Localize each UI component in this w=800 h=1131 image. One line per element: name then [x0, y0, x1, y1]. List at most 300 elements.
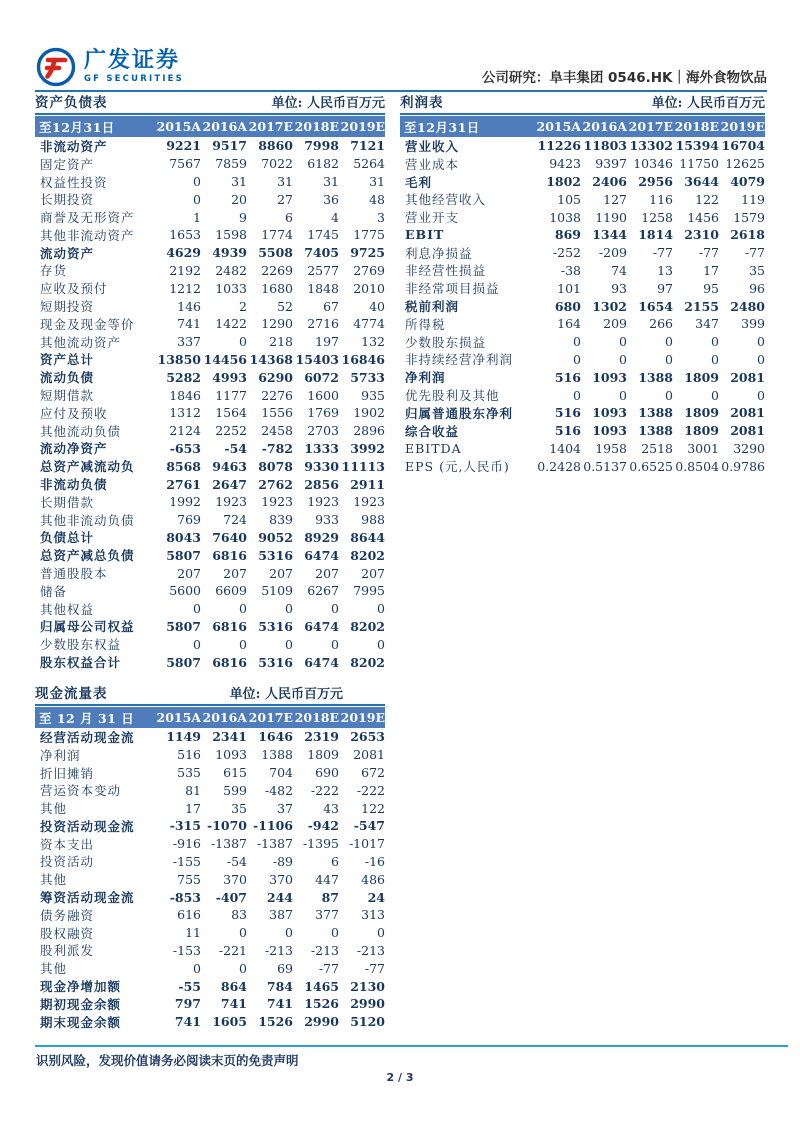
- col-2017e: 2017E: [248, 119, 293, 134]
- cell-value: 869: [554, 227, 581, 243]
- cell-value: 4629: [166, 245, 201, 261]
- cell-value: 4: [331, 209, 339, 225]
- table-row: [35, 835, 385, 853]
- cell-value: 1290: [261, 316, 293, 332]
- cell-value: 2896: [353, 423, 385, 439]
- footer-divider: [35, 1045, 788, 1047]
- page-number: 2 / 3: [386, 1071, 414, 1084]
- cash-flow-table: [35, 688, 385, 1031]
- col-2015a: 2015A: [156, 710, 201, 725]
- cell-value: 2155: [684, 298, 719, 314]
- cell-value: 1809: [684, 423, 719, 439]
- row-label: 固定资产: [40, 156, 95, 172]
- cell-value: 1809: [684, 369, 719, 385]
- row-label: 其他: [40, 801, 68, 817]
- cell-value: 1526: [304, 996, 339, 1012]
- row-label: 非持续经营净利润: [405, 352, 514, 368]
- table-row: [400, 262, 765, 280]
- cell-value: 81: [185, 782, 201, 798]
- cell-value: 1258: [641, 209, 673, 225]
- cell-value: 0: [239, 925, 247, 941]
- cell-value: 797: [174, 996, 201, 1012]
- table-row: [35, 440, 385, 458]
- cell-value: 2319: [304, 729, 339, 745]
- cell-value: 0: [239, 334, 247, 350]
- cell-value: 1923: [307, 494, 339, 510]
- income-statement-title-row: [400, 97, 765, 115]
- table-row: [35, 870, 385, 888]
- cell-value: 6: [285, 209, 293, 225]
- cell-value: 0.9786: [721, 458, 765, 474]
- cell-value: 207: [223, 565, 247, 581]
- cell-value: 1388: [638, 423, 673, 439]
- table-row: [400, 137, 765, 155]
- cell-value: -38: [560, 262, 581, 278]
- cell-value: 2703: [307, 423, 339, 439]
- cell-value: 8644: [350, 529, 385, 545]
- cell-value: -1387: [256, 836, 293, 852]
- cell-value: 784: [266, 978, 293, 994]
- row-label: 其他权益: [40, 601, 95, 617]
- table-row: [35, 529, 385, 547]
- cell-value: 31: [231, 173, 247, 189]
- cell-value: 16704: [721, 138, 765, 154]
- cell-value: 31: [369, 173, 385, 189]
- cell-value: 2458: [261, 423, 293, 439]
- cell-value: 31: [323, 173, 339, 189]
- cell-value: -482: [264, 782, 293, 798]
- cell-value: 0: [757, 334, 765, 350]
- row-label: EBITDA: [405, 440, 462, 456]
- row-label: 少数股东损益: [405, 334, 487, 350]
- cell-value: -222: [310, 782, 339, 798]
- row-label: 应付及预收: [40, 405, 108, 421]
- cell-value: 0: [285, 601, 293, 617]
- cell-value: 313: [361, 907, 385, 923]
- table-row: [400, 315, 765, 333]
- cell-value: 132: [361, 334, 385, 350]
- col-2016a: 2016A: [202, 119, 247, 134]
- cell-value: -54: [224, 440, 247, 456]
- cell-value: 1344: [592, 227, 627, 243]
- cell-value: 101: [557, 280, 581, 296]
- table-row: [35, 635, 385, 653]
- cell-value: 14368: [249, 351, 293, 367]
- cell-value: 6182: [307, 156, 339, 172]
- cell-value: -77: [698, 245, 719, 261]
- cell-value: 2341: [212, 729, 247, 745]
- table-row: [400, 279, 765, 297]
- cell-value: 15403: [295, 351, 339, 367]
- cell-value: 1422: [215, 316, 247, 332]
- cell-value: 516: [554, 405, 581, 421]
- cell-value: 69: [277, 960, 293, 976]
- cell-value: 2769: [353, 262, 385, 278]
- cell-value: 43: [323, 800, 339, 816]
- cell-value: 209: [603, 316, 627, 332]
- cell-value: 31: [277, 173, 293, 189]
- cell-value: 3992: [350, 440, 385, 456]
- cell-value: 0: [665, 334, 673, 350]
- cell-value: 35: [749, 262, 765, 278]
- cell-value: 1654: [638, 298, 673, 314]
- table-row: [35, 208, 385, 226]
- row-label: 其他: [40, 961, 68, 977]
- row-label: 其他流动资产: [40, 334, 122, 350]
- table-row: [35, 906, 385, 924]
- cell-value: 8078: [258, 458, 293, 474]
- row-label: 权益性投资: [40, 174, 108, 190]
- cell-value: 680: [554, 298, 581, 314]
- cell-value: 9: [239, 209, 247, 225]
- cell-value: 0.2428: [537, 458, 581, 474]
- cell-value: 1809: [684, 405, 719, 421]
- cell-value: 0: [239, 960, 247, 976]
- cell-value: 8202: [350, 654, 385, 670]
- cell-value: 755: [177, 871, 201, 887]
- table-row: [35, 457, 385, 475]
- cell-value: 8043: [166, 529, 201, 545]
- cell-value: 7998: [304, 138, 339, 154]
- row-label: 经营活动现金流: [40, 729, 135, 745]
- cell-value: 370: [223, 871, 247, 887]
- table-row: [400, 244, 765, 262]
- cell-value: 2406: [592, 173, 627, 189]
- cell-value: 864: [220, 978, 247, 994]
- cell-value: 8929: [304, 529, 339, 545]
- cell-value: 12625: [725, 156, 765, 172]
- cell-value: 13850: [157, 351, 201, 367]
- col-2019e: 2019E: [340, 710, 385, 725]
- cell-value: -1395: [302, 836, 339, 852]
- col-2018e: 2018E: [294, 710, 339, 725]
- row-label: 短期借款: [40, 388, 95, 404]
- col-2018e: 2018E: [674, 119, 719, 134]
- cell-value: 2310: [684, 227, 719, 243]
- cell-value: 7640: [212, 529, 247, 545]
- cell-value: 9397: [595, 156, 627, 172]
- cell-value: 1177: [215, 387, 247, 403]
- cell-value: 1958: [595, 440, 627, 456]
- table-row: [400, 386, 765, 404]
- cell-value: 399: [741, 316, 765, 332]
- row-label: 总资产减总负债: [40, 548, 135, 564]
- table-row: [35, 924, 385, 942]
- cell-value: -153: [172, 942, 201, 958]
- row-label: 长期投资: [40, 192, 95, 208]
- cell-value: 2856: [304, 476, 339, 492]
- cell-value: 5120: [350, 1014, 385, 1030]
- table-row: [35, 368, 385, 386]
- cell-value: 9221: [166, 138, 201, 154]
- row-label: 其他经营收入: [405, 192, 487, 208]
- cell-value: 1774: [261, 227, 293, 243]
- cell-value: 0: [331, 636, 339, 652]
- balance-sheet-title: 资产负债表: [35, 95, 108, 111]
- cell-value: -782: [261, 440, 293, 456]
- table-row: [35, 853, 385, 871]
- cell-value: 1404: [549, 440, 581, 456]
- table-row: [35, 351, 385, 369]
- date-header: 至12月31日: [39, 119, 115, 135]
- cell-value: 599: [223, 782, 247, 798]
- row-label: 利息净损益: [405, 245, 473, 261]
- cell-value: 14456: [203, 351, 247, 367]
- cell-value: 2252: [215, 423, 247, 439]
- cell-value: 52: [277, 298, 293, 314]
- cell-value: 207: [269, 565, 293, 581]
- cell-value: 0: [377, 636, 385, 652]
- cell-value: 2618: [730, 227, 765, 243]
- cell-value: 704: [269, 764, 293, 780]
- table-row: [400, 422, 765, 440]
- cell-value: 6816: [212, 618, 247, 634]
- cell-value: 486: [361, 871, 385, 887]
- cell-value: 2653: [350, 729, 385, 745]
- cell-value: 116: [649, 191, 673, 207]
- cell-value: 1579: [733, 209, 765, 225]
- cell-value: 935: [361, 387, 385, 403]
- cell-value: 337: [177, 334, 201, 350]
- cell-value: -547: [353, 818, 385, 834]
- cell-value: -1070: [207, 818, 247, 834]
- row-label: 股东权益合计: [40, 655, 122, 671]
- table-row: [35, 333, 385, 351]
- cell-value: 4079: [730, 173, 765, 189]
- cell-value: 36: [323, 191, 339, 207]
- row-label: 长期借款: [40, 494, 95, 510]
- cell-value: 2010: [353, 280, 385, 296]
- row-label: 现金净增加额: [40, 979, 122, 995]
- table-row: [35, 746, 385, 764]
- income-statement-body: [400, 137, 765, 475]
- cell-value: 207: [177, 565, 201, 581]
- table-row: [35, 1013, 385, 1031]
- cell-value: 11226: [537, 138, 581, 154]
- cell-value: 1809: [307, 747, 339, 763]
- row-label: 总资产减流动负: [40, 459, 135, 475]
- income-statement-title: 利润表: [400, 95, 444, 111]
- cell-value: 122: [695, 191, 719, 207]
- cell-value: 988: [361, 512, 385, 528]
- cell-value: 6474: [304, 654, 339, 670]
- cell-value: 6267: [307, 583, 339, 599]
- cell-value: 1212: [169, 280, 201, 296]
- cell-value: -155: [172, 853, 201, 869]
- cell-value: 1556: [261, 405, 293, 421]
- row-label: 净利润: [405, 370, 446, 386]
- cell-value: 1388: [638, 405, 673, 421]
- table-row: [35, 297, 385, 315]
- cell-value: -1387: [210, 836, 247, 852]
- cell-value: 1093: [215, 747, 247, 763]
- cell-value: 1653: [169, 227, 201, 243]
- cell-value: 0: [377, 925, 385, 941]
- cell-value: 3001: [687, 440, 719, 456]
- cell-value: -407: [215, 889, 247, 905]
- cell-value: 1456: [687, 209, 719, 225]
- cell-value: 447: [315, 871, 339, 887]
- cell-value: 27: [277, 191, 293, 207]
- row-label: 流动净资产: [40, 441, 108, 457]
- cell-value: 1093: [592, 405, 627, 421]
- cell-value: -16: [364, 853, 385, 869]
- row-label: 非流动资产: [40, 138, 108, 154]
- cell-value: 6: [331, 853, 339, 869]
- cell-value: 0: [331, 925, 339, 941]
- page-header: [35, 44, 767, 92]
- table-row: [35, 764, 385, 782]
- cell-value: 5264: [353, 156, 385, 172]
- cell-value: 535: [177, 764, 201, 780]
- row-label: 营业开支: [405, 210, 460, 226]
- row-label: EPS (元,人民币): [405, 459, 510, 475]
- cash-flow-unit: 单位: 人民币百万元: [229, 687, 343, 702]
- table-row: [400, 155, 765, 173]
- logo-chinese-name: 广发证券: [84, 48, 181, 74]
- cell-value: 724: [223, 512, 247, 528]
- cell-value: 2762: [258, 476, 293, 492]
- col-2016a: 2016A: [202, 710, 247, 725]
- table-row: [35, 493, 385, 511]
- cell-value: 0: [711, 334, 719, 350]
- logo-english-name: GF SECURITIES: [84, 74, 185, 85]
- cell-value: 839: [269, 512, 293, 528]
- cell-value: 2956: [638, 173, 673, 189]
- cell-value: 0: [193, 601, 201, 617]
- table-row: [35, 959, 385, 977]
- cell-value: 2761: [166, 476, 201, 492]
- cell-value: 0: [757, 387, 765, 403]
- cell-value: 97: [657, 280, 673, 296]
- table-row: [35, 817, 385, 835]
- table-row: [400, 226, 765, 244]
- cell-value: 5807: [166, 547, 201, 563]
- cell-value: 2480: [730, 298, 765, 314]
- row-label: 流动资产: [40, 245, 95, 261]
- cell-value: 2081: [730, 405, 765, 421]
- cell-value: -54: [226, 853, 247, 869]
- cell-value: 616: [177, 907, 201, 923]
- balance-sheet-unit: 单位: 人民币百万元: [271, 96, 385, 111]
- row-label: 非流动负债: [40, 477, 108, 493]
- cell-value: 87: [321, 889, 339, 905]
- row-label: 非经营性损益: [405, 263, 487, 279]
- table-row: [35, 422, 385, 440]
- cell-value: -942: [307, 818, 339, 834]
- cell-value: 122: [361, 800, 385, 816]
- cell-value: 0: [619, 387, 627, 403]
- cell-value: 9725: [350, 245, 385, 261]
- date-header: 至12月31日: [404, 119, 480, 135]
- cell-value: 2124: [169, 423, 201, 439]
- row-label: 营业收入: [405, 138, 460, 154]
- cell-value: 2130: [350, 978, 385, 994]
- table-row: [400, 404, 765, 422]
- cell-value: 1093: [592, 423, 627, 439]
- cell-value: 741: [177, 316, 201, 332]
- cell-value: 2081: [353, 747, 385, 763]
- row-label: 流动负债: [40, 370, 95, 386]
- table-row: [35, 728, 385, 746]
- row-label: 普通股股本: [40, 566, 108, 582]
- cell-value: 11750: [679, 156, 719, 172]
- row-label: 应收及预付: [40, 281, 108, 297]
- cell-value: -213: [356, 942, 385, 958]
- table-row: [400, 333, 765, 351]
- cell-value: -209: [598, 245, 627, 261]
- row-label: 其他流动负债: [40, 423, 122, 439]
- cell-value: 615: [223, 764, 247, 780]
- cell-value: 6290: [258, 369, 293, 385]
- cell-value: 7859: [215, 156, 247, 172]
- row-label: 少数股东权益: [40, 637, 122, 653]
- table-row: [35, 618, 385, 636]
- cell-value: 5807: [166, 654, 201, 670]
- cell-value: 11803: [583, 138, 627, 154]
- gf-securities-logo: [35, 46, 184, 88]
- cell-value: 7995: [353, 583, 385, 599]
- table-row: [35, 262, 385, 280]
- cell-value: 8568: [166, 458, 201, 474]
- row-label: 综合收益: [405, 423, 460, 439]
- cell-value: 2081: [730, 369, 765, 385]
- balance-sheet-table: [35, 97, 385, 671]
- cell-value: 127: [603, 191, 627, 207]
- table-row: [400, 208, 765, 226]
- cell-value: 0: [757, 351, 765, 367]
- table-row: [35, 404, 385, 422]
- balance-sheet-column-header: [35, 116, 385, 137]
- cell-value: 516: [177, 747, 201, 763]
- row-label: 股权融资: [40, 925, 95, 941]
- row-label: 所得税: [405, 316, 446, 332]
- gf-logo-icon: [35, 46, 77, 88]
- cell-value: 0: [193, 960, 201, 976]
- cell-value: 1190: [595, 209, 627, 225]
- row-label: 短期投资: [40, 299, 95, 315]
- income-statement-column-header: [400, 116, 765, 137]
- table-row: [35, 511, 385, 529]
- cell-value: 8860: [258, 138, 293, 154]
- cell-value: 4774: [353, 316, 385, 332]
- cell-value: 119: [741, 191, 765, 207]
- cell-value: 0: [711, 387, 719, 403]
- cell-value: 3644: [684, 173, 719, 189]
- cell-value: 1302: [592, 298, 627, 314]
- row-label: 其他非流动负债: [40, 512, 135, 528]
- cell-value: 1902: [353, 405, 385, 421]
- cash-flow-body: [35, 728, 385, 1031]
- row-label: 筹资活动现金流: [40, 890, 135, 906]
- cell-value: -89: [272, 853, 293, 869]
- cell-value: 11113: [341, 458, 385, 474]
- cell-value: 5600: [169, 583, 201, 599]
- cell-value: 20: [231, 191, 247, 207]
- cell-value: 769: [177, 512, 201, 528]
- cell-value: 0: [573, 387, 581, 403]
- table-row: [35, 888, 385, 906]
- cell-value: 6609: [215, 583, 247, 599]
- cell-value: 1775: [353, 227, 385, 243]
- cell-value: 207: [361, 565, 385, 581]
- cell-value: 8202: [350, 547, 385, 563]
- cell-value: 218: [269, 334, 293, 350]
- cell-value: 15394: [675, 138, 719, 154]
- cell-value: 347: [695, 316, 719, 332]
- report-subject: 公司研究：阜丰集团 0546.HK｜海外食物饮品: [481, 70, 767, 86]
- cell-value: 5807: [166, 618, 201, 634]
